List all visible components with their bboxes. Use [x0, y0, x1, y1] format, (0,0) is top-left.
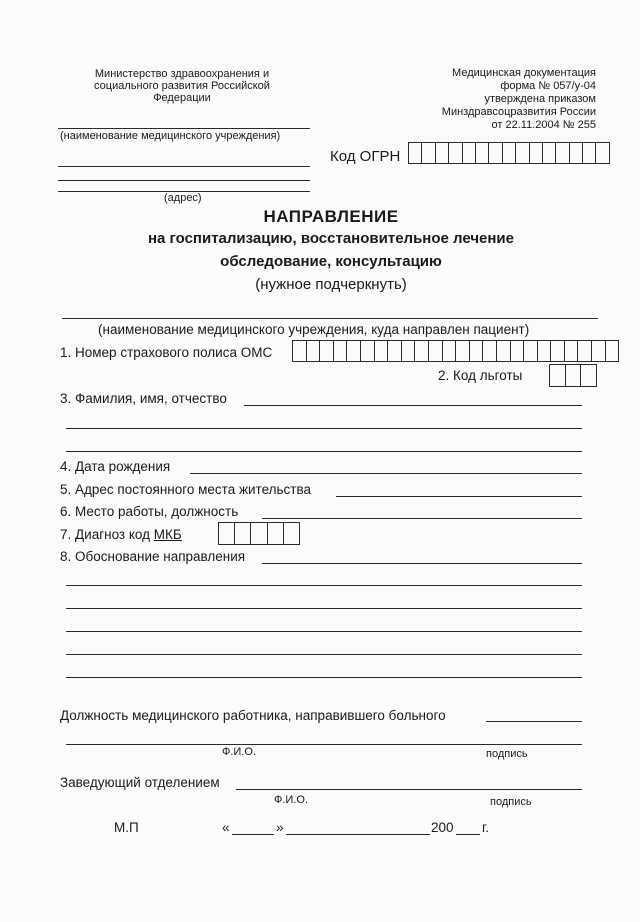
ogrn-boxes[interactable]: [408, 142, 610, 164]
reason-label: 8. Обоснование направления: [60, 549, 246, 564]
title-line-3: (нужное подчеркнуть): [255, 276, 407, 293]
stamp-label: М.П: [114, 820, 139, 835]
diagnosis-boxes[interactable]: [218, 522, 300, 545]
reason-line-6[interactable]: [66, 677, 582, 678]
birth-label: 4. Дата рождения: [60, 459, 171, 474]
work-label: 6. Место работы, должность: [60, 504, 239, 519]
form-meta-2: форма № 057/у-04: [500, 80, 596, 92]
target-caption: (наименование медицинского учреждения, куда направлен пациент): [98, 322, 530, 337]
head-label: Заведующий отделением: [60, 775, 220, 790]
position-line-2[interactable]: [66, 744, 582, 745]
fio-line-1[interactable]: [244, 405, 582, 406]
date-year-line[interactable]: [456, 834, 480, 835]
position-line[interactable]: [486, 721, 582, 722]
date-open-quote: «: [222, 820, 230, 835]
reason-line-2[interactable]: [66, 585, 582, 586]
date-day-line[interactable]: [232, 834, 274, 835]
birth-line[interactable]: [190, 473, 582, 474]
diagnosis-label: [60, 527, 182, 542]
title-line-1: на госпитализацию, восстановительное лечение: [147, 230, 514, 247]
date-month-line[interactable]: [286, 834, 430, 835]
reason-line-1[interactable]: [262, 563, 582, 564]
fio-line-3[interactable]: [66, 451, 582, 452]
title-line-2: обследование, консультацию: [220, 253, 442, 270]
benefit-label: 2. Код льготы: [438, 368, 523, 383]
diagnosis-mkb: МКБ: [153, 527, 182, 542]
form-meta-1: Медицинская документация: [452, 67, 596, 79]
institution-line-2[interactable]: [58, 166, 310, 167]
ministry-line-1: Министерство здравоохранения и: [94, 68, 270, 80]
ministry-line-3: Федерации: [153, 92, 211, 104]
fio-label: 3. Фамилия, имя, отчество: [60, 391, 227, 406]
position-label: Должность медицинского работника, направившего больного: [60, 708, 446, 723]
date-year-prefix: 200: [431, 820, 454, 835]
date-year-suffix: г.: [482, 820, 490, 835]
fio-caption-1: Ф.И.О.: [222, 746, 256, 758]
reason-line-3[interactable]: [66, 608, 582, 609]
policy-label: 1. Номер страхового полиса ОМС: [60, 345, 273, 360]
reason-line-5[interactable]: [66, 654, 582, 655]
sign-caption-1: подпись: [486, 748, 528, 760]
form-meta-5: от 22.11.2004 № 255: [491, 119, 596, 131]
address-line-1[interactable]: [58, 180, 310, 181]
sign-caption-2: подпись: [490, 796, 532, 808]
institution-line[interactable]: [58, 128, 310, 129]
address-label: 5. Адрес постоянного места жительства: [60, 482, 311, 497]
ministry-line-2: социального развития Российской: [94, 80, 270, 92]
form-meta-4: Минздравсоцразвития России: [441, 106, 596, 118]
fio-caption-2: Ф.И.О.: [274, 794, 308, 806]
reason-line-4[interactable]: [66, 631, 582, 632]
residence-line[interactable]: [336, 496, 582, 497]
address-caption: (адрес): [164, 192, 202, 204]
ogrn-label: Код ОГРН: [330, 148, 401, 165]
benefit-boxes[interactable]: [549, 364, 597, 387]
head-line[interactable]: [236, 789, 582, 790]
form-meta-3: утверждена приказом: [484, 93, 596, 105]
work-line[interactable]: [262, 518, 582, 519]
fio-line-2[interactable]: [66, 428, 582, 429]
date-close-quote: »: [276, 820, 284, 835]
target-institution-line[interactable]: [62, 318, 598, 319]
title-main: НАПРАВЛЕНИЕ: [263, 207, 399, 226]
diagnosis-prefix: 7. Диагноз код: [60, 527, 154, 542]
institution-caption: (наименование медицинского учреждения): [60, 130, 281, 142]
policy-boxes[interactable]: [292, 340, 619, 362]
